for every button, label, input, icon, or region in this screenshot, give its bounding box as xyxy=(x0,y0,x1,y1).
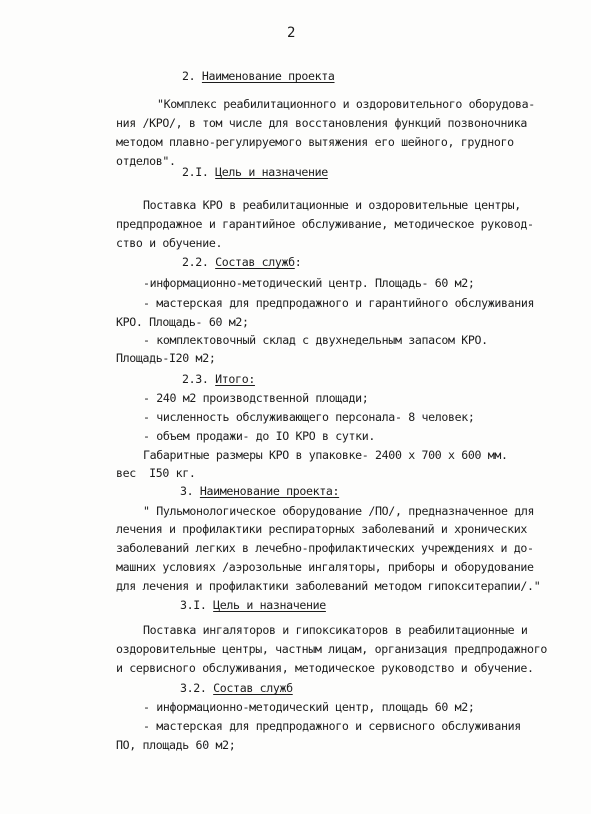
section-title: Наименование проекта: xyxy=(199,484,340,498)
section-3-1-heading xyxy=(180,597,326,613)
paragraph-line: - комплектовочный склад с двухнедельным запасом КРО. xyxy=(143,333,488,347)
paragraph-line: заболеваний легких в лечебно-профилактических учреждениях и до- xyxy=(116,541,534,555)
paragraph-line: - информационно-методический центр, площадь 60 м2; xyxy=(143,700,475,714)
paragraph-line: - 240 м2 производственной площади; xyxy=(143,391,369,405)
section-3-2-heading xyxy=(180,680,293,696)
section-number: 3.I. xyxy=(180,598,207,612)
paragraph-line: Площадь-I20 м2; xyxy=(116,351,216,365)
section-2-1-heading xyxy=(182,164,328,180)
paragraph-line: - численность обслуживающего персонала- 8 человек; xyxy=(143,410,475,424)
section-2-heading xyxy=(182,68,335,84)
section-title-suffix: : xyxy=(294,255,302,269)
paragraph-line: и сервисного обслуживания, методическое руководство и обучение. xyxy=(116,661,534,675)
section-title: Цель и назначение xyxy=(213,598,326,612)
section-number: 3.2. xyxy=(180,681,207,695)
paragraph-line: КРО. Площадь- 60 м2; xyxy=(116,315,249,329)
section-number: 2.3. xyxy=(182,372,209,386)
section-2-2-heading xyxy=(182,254,301,270)
section-title: Наименование проекта xyxy=(201,69,335,83)
paragraph-line: - объем продажи- до IO КРО в сутки. xyxy=(143,429,376,443)
section-2-3-heading xyxy=(182,371,255,387)
paragraph-line: " Пульмонологическое оборудование /ПО/, предназначенное для xyxy=(143,504,535,518)
paragraph-line: Поставка КРО в реабилитационные и оздоровительные центры, xyxy=(143,198,521,212)
section-title: Итого: xyxy=(215,372,255,386)
paragraph-line: вес I50 кг. xyxy=(116,466,196,480)
paragraph-line: ПО, площадь 60 м2; xyxy=(116,738,236,752)
section-3-heading xyxy=(180,483,339,499)
section-number: 2. xyxy=(182,69,196,83)
paragraph-line: ство и обучение. xyxy=(116,236,223,250)
paragraph-line: "Комплекс реабилитационного и оздоровительного оборудова- xyxy=(157,97,535,111)
paragraph-line: оздоровительные центры, частным лицам, организация предпродажного xyxy=(116,642,547,656)
paragraph-line: ния /КРО/, в том числе для восстановления функций позвоночника xyxy=(116,116,528,130)
paragraph-line: машних условиях /аэрозольные ингаляторы, приборы и оборудование xyxy=(116,560,534,574)
paragraph-line: для лечения и профилактики заболеваний методом гипокситерапии/." xyxy=(116,579,541,593)
paragraph-line: Габаритные размеры КРО в упаковке- 2400 х 700 х 600 мм. xyxy=(143,448,508,462)
section-number: 3. xyxy=(180,484,194,498)
paragraph-line: предпродажное и гарантийное обслуживание, методическое руковод- xyxy=(116,217,534,231)
page-number: 2 xyxy=(287,25,296,41)
section-title: Цель и назначение xyxy=(215,165,328,179)
paragraph-line: методом плавно-регулируемого вытяжения его шейного, грудного xyxy=(116,135,514,149)
section-number: 2.2. xyxy=(182,255,209,269)
paragraph-line: - мастерская для предпродажного и сервисного обслуживания xyxy=(143,719,521,733)
section-title: Состав служб xyxy=(215,255,295,269)
paragraph-line: лечения и профилактики респираторных заболеваний и хронических xyxy=(116,522,528,536)
paragraph-line: отделов". xyxy=(116,154,176,168)
section-number: 2.I. xyxy=(182,165,209,179)
section-title: Состав служб xyxy=(213,681,293,695)
paragraph-line: Поставка ингаляторов и гипоксикаторов в реабилитационные и xyxy=(143,623,528,637)
paragraph-line: -информационно-методический центр. Площадь- 60 м2; xyxy=(143,276,475,290)
paragraph-line: - мастерская для предпродажного и гарантийного обслуживания xyxy=(143,296,535,310)
